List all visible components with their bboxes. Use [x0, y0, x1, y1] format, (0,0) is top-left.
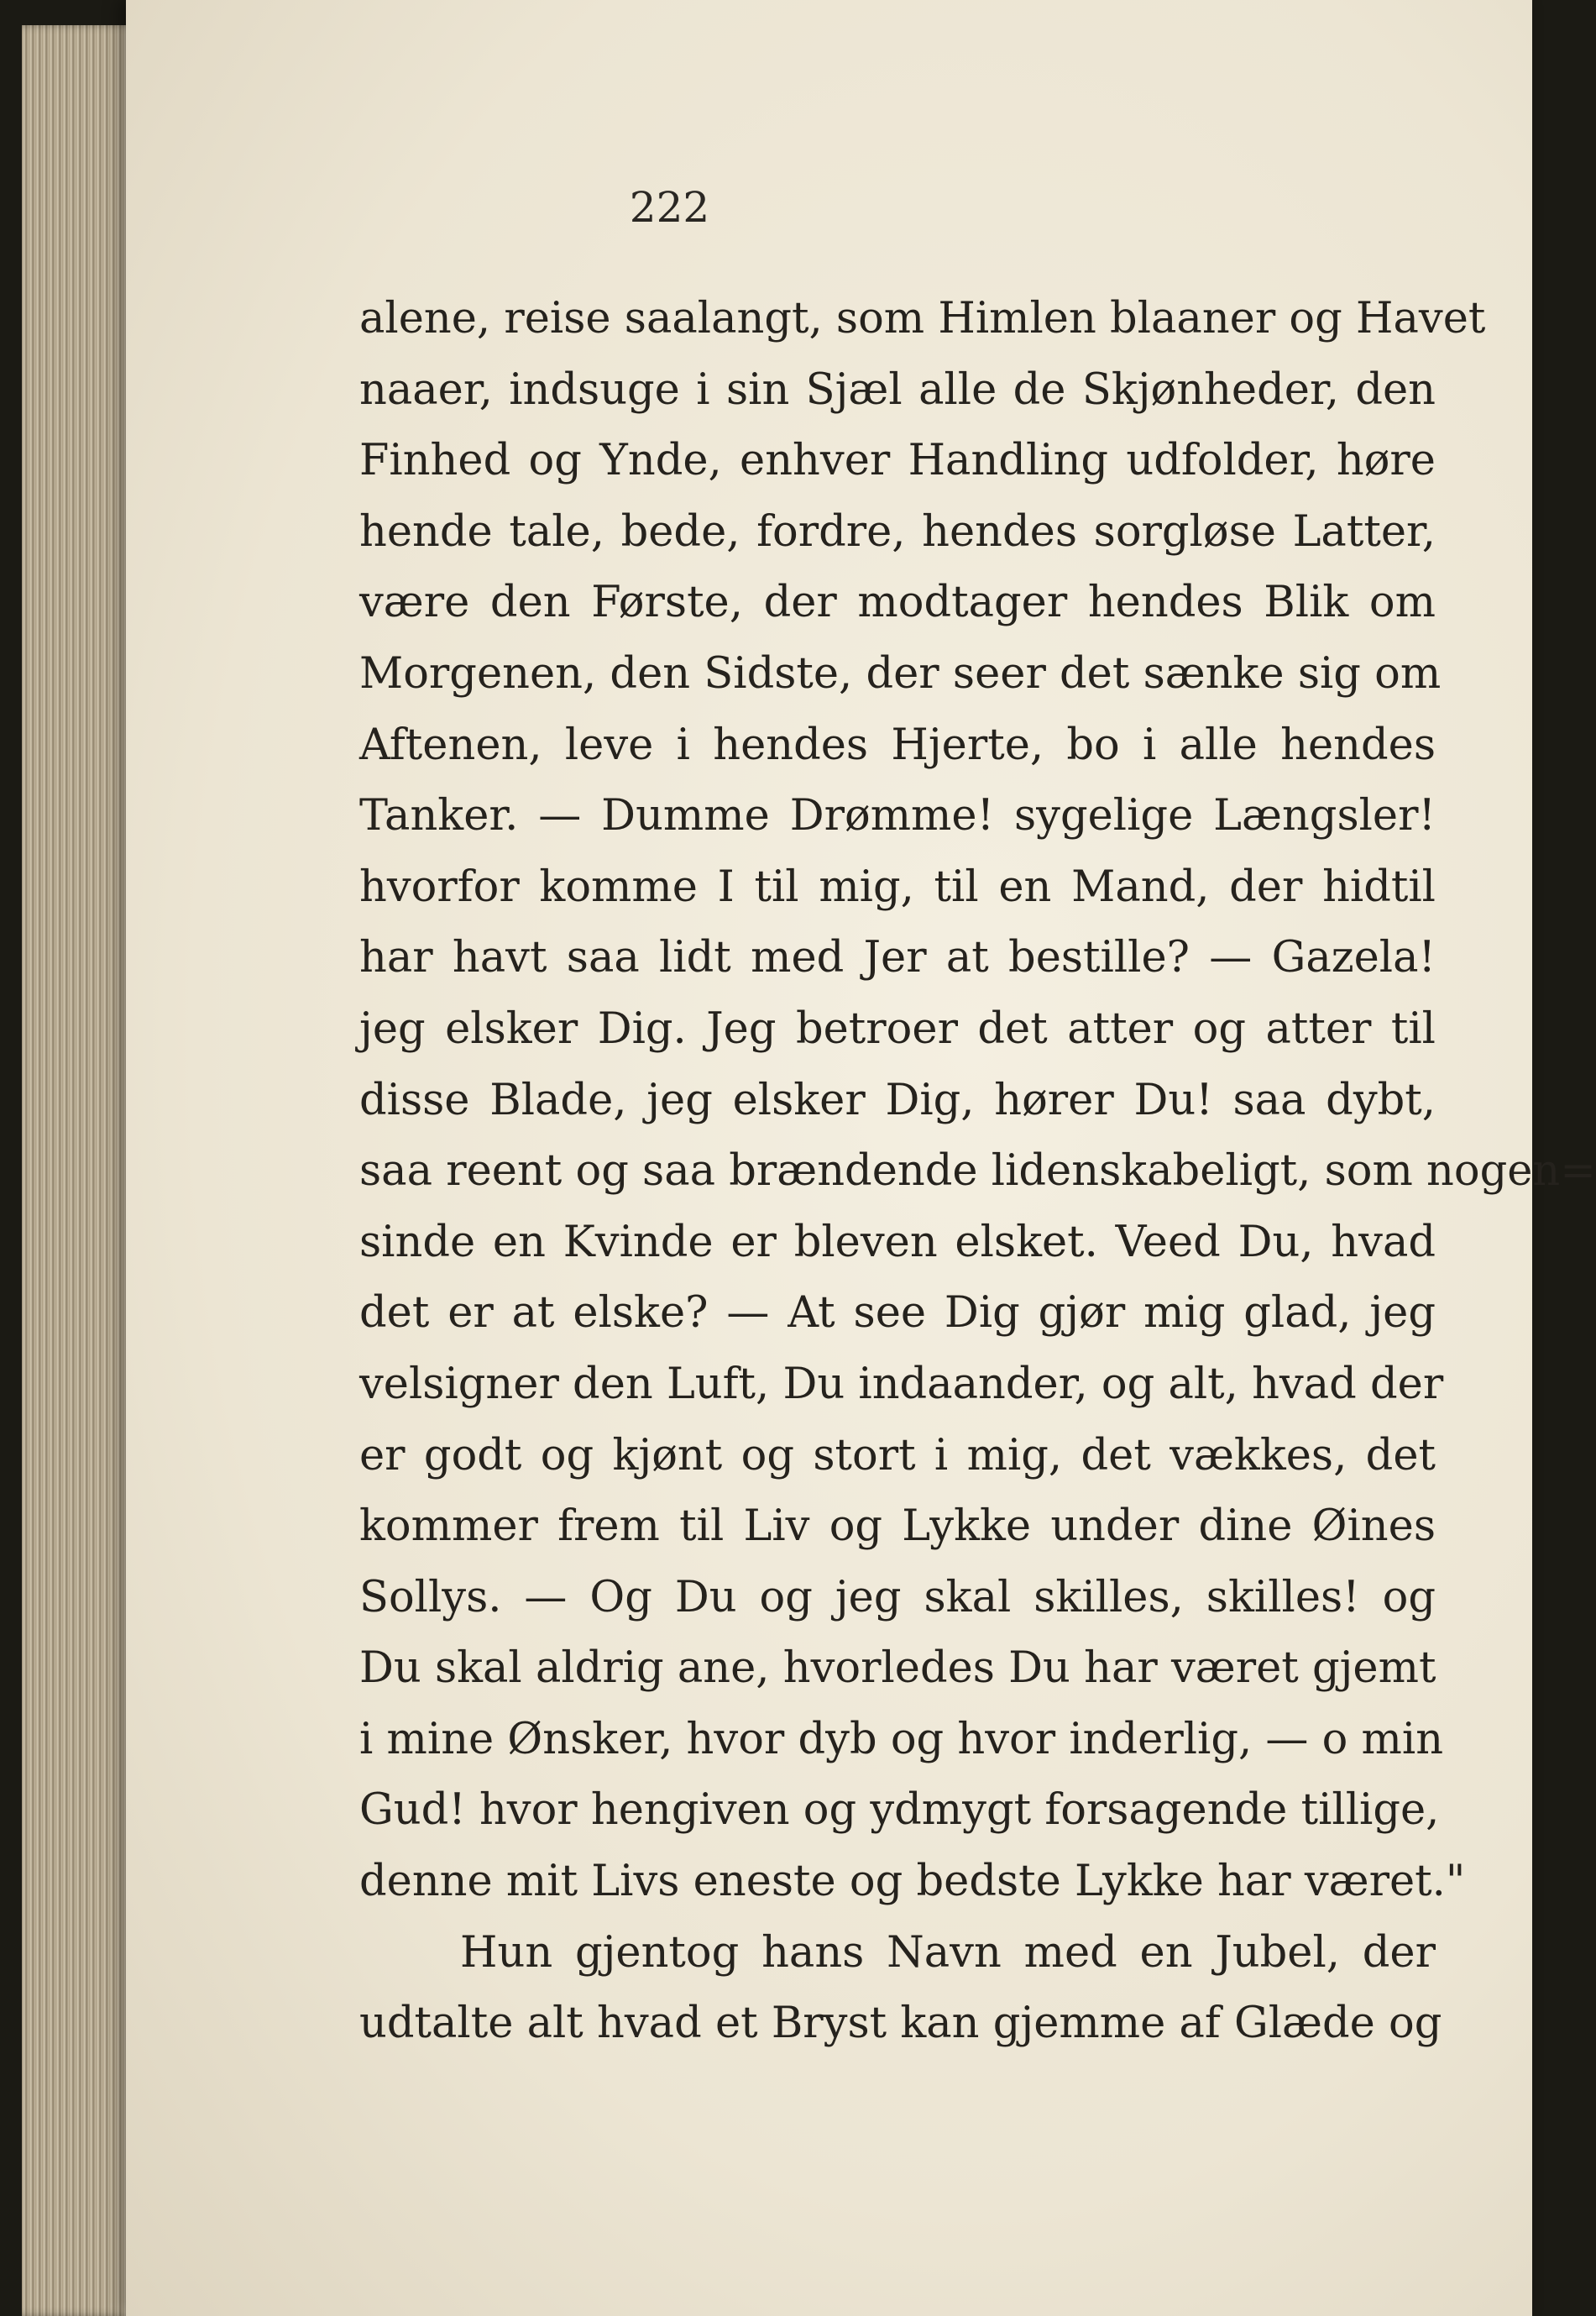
- text-line: hvorfor komme I til mig, til en Mand, der hidtil: [359, 862, 1436, 912]
- text-line: sinde en Kvinde er bleven elsket. Veed Du, hvad: [359, 1217, 1436, 1267]
- text-line: være den Første, der modtager hendes Blik om: [359, 578, 1436, 628]
- text-line: Hun gjentog hans Navn med en Jubel, der: [460, 1927, 1436, 1978]
- text-line: i mine Ønsker, hvor dyb og hvor inderlig, — o min: [359, 1714, 1444, 1764]
- text-line: Finhed og Ynde, enhver Handling udfolder, høre: [359, 436, 1436, 486]
- text-line: kommer frem til Liv og Lykke under dine Øines: [359, 1501, 1436, 1552]
- text-line: er godt og kjønt og stort i mig, det vækkes, det: [359, 1430, 1436, 1480]
- text-line: det er at elske? — At see Dig gjør mig glad, jeg: [359, 1288, 1436, 1339]
- text-line: Aftenen, leve i hendes Hjerte, bo i alle hendes: [359, 720, 1436, 770]
- text-line: hende tale, bede, fordre, hendes sorgløse Latter,: [359, 506, 1436, 557]
- text-line: denne mit Livs eneste og bedste Lykke har været.": [359, 1857, 1466, 1907]
- text-line: naaer, indsuge i sin Sjæl alle de Skjønheder, den: [359, 364, 1436, 415]
- text-line: Sollys. — Og Du og jeg skal skilles, skilles! og: [359, 1572, 1436, 1622]
- text-line: Gud! hvor hengiven og ydmygt forsagende tillige,: [359, 1785, 1440, 1836]
- body-text: [359, 284, 1596, 2060]
- page-number: 222: [629, 183, 710, 232]
- text-line: Morgenen, den Sidste, der seer det sænke sig om: [359, 648, 1442, 699]
- text-line: alene, reise saalangt, som Himlen blaaner og Havet: [359, 294, 1486, 343]
- text-line: udtalte alt hvad et Bryst kan gjemme af Glæde og: [359, 1999, 1442, 2049]
- text-line: disse Blade, jeg elsker Dig, hører Du! saa dybt,: [359, 1075, 1436, 1125]
- text-line: saa reent og saa brændende lidenskabeligt, som nogen=: [359, 1146, 1596, 1197]
- text-line: velsigner den Luft, Du indaander, og alt, hvad der: [359, 1359, 1444, 1409]
- text-line: Tanker. — Dumme Drømme! sygelige Længsler!: [359, 791, 1436, 841]
- text-line: har havt saa lidt med Jer at bestille? — Gazela!: [359, 933, 1436, 983]
- text-line: Du skal aldrig ane, hvorledes Du har været gjemt: [359, 1643, 1436, 1694]
- text-line: jeg elsker Dig. Jeg betroer det atter og atter til: [359, 1003, 1436, 1054]
